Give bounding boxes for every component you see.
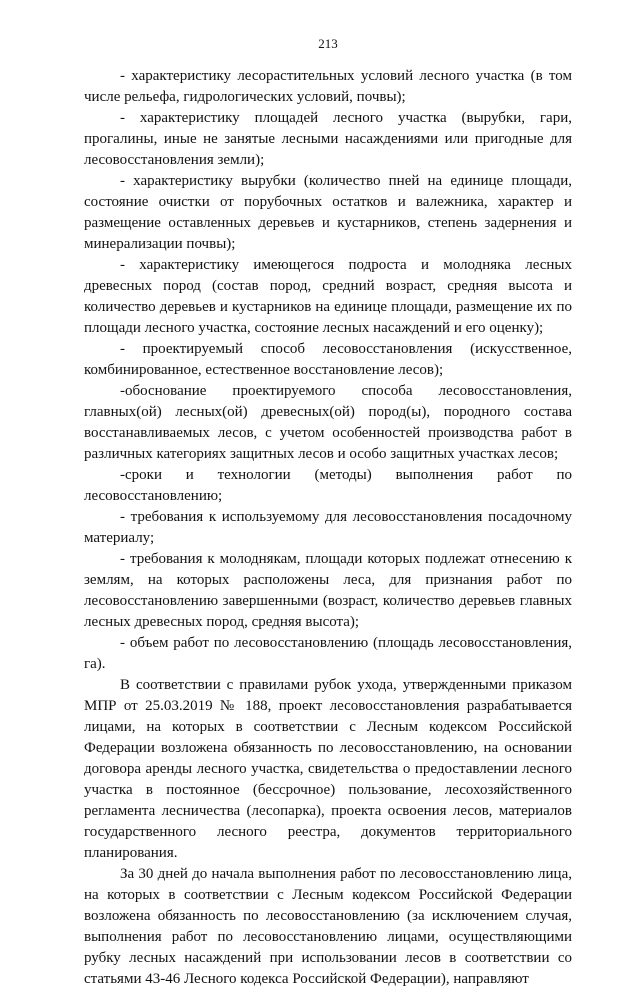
list-item-undergrowth-characteristics: - характеристику имеющегося подроста и молодняка лесных древесных пород (состав пород, средний возраст, средняя высота и количество деревьев и кустарников на единице площади, размещение их по площади лесного участка, состояние лесных насаждений и его оценку);	[84, 257, 572, 336]
document-page	[84, 0, 572, 987]
list-item-forest-conditions: - характеристику лесорастительных условий лесного участка (в том числе рельефа, гидрологических условий, почвы);	[84, 68, 572, 105]
list-item-planting-material: - требования к используемому для лесовосстановления посадочному материалу;	[84, 509, 572, 546]
document-body	[84, 66, 572, 990]
list-item-timing-technology: -сроки и технологии (методы) выполнения работ по лесовосстановлению;	[84, 467, 572, 504]
page-number: 213	[318, 36, 338, 51]
list-item-reforestation-method: - проектируемый способ лесовосстановления (искусственное, комбинированное, естественное восстановление лесов);	[84, 341, 572, 378]
paragraph-thirty-days-notice: За 30 дней до начала выполнения работ по лесовосстановлению лица, на которых в соответствии с Лесным кодексом Российской Федерации возложена обязанность по лесовосстановлению (за исключением случая, выполнения работ по лесовосстановлению лицами, осуществляющими рубку лесных насаждений при использовании лесов в соответствии со статьями 43-46 Лесного кодекса Российской Федерации), направляют	[84, 866, 572, 987]
list-item-young-stand-requirements: - требования к молоднякам, площади которых подлежат отнесению к землям, на которых расположены леса, для признания работ по лесовосстановлению завершенными (возраст, количество деревьев главных лесных древесных пород, средняя высота);	[84, 551, 572, 630]
list-item-clearing-characteristics: - характеристику вырубки (количество пней на единице площади, состояние очистки от порубочных остатков и валежника, характер и размещение оставленных деревьев и кустарников, степень задернения и минерализации почвы);	[84, 173, 572, 252]
list-item-method-justification: -обоснование проектируемого способа лесовосстановления, главных(ой) лесных(ой) древесных(ой) пород(ы), породного состава восстанавливаемых лесов, с учетом особенностей производства работ в различных категориях защитных лесов и особо защитных участках лесов;	[84, 383, 572, 462]
paragraph-project-development: В соответствии с правилами рубок ухода, утвержденными приказом МПР от 25.03.2019 № 188, проект лесовосстановления разрабатывается лицами, на которых в соответствии с Лесным кодексом Российской Федерации возложена обязанность по лесовосстановлению, на основании договора аренды лесного участка, свидетельства о предоставлении лесного участка в постоянное (бессрочное) пользование, лесохозяйственного регламента лесничества (лесопарка), проекта освоения лесов, материалов государственного лесного реестра, документов территориального планирования.	[84, 677, 572, 861]
list-item-area-characteristics: - характеристику площадей лесного участка (вырубки, гари, прогалины, иные не занятые лесными насаждениями или пригодные для лесовосстановления земли);	[84, 110, 572, 168]
list-item-work-volume: - объем работ по лесовосстановлению (площадь лесовосстановления, га).	[84, 635, 572, 672]
